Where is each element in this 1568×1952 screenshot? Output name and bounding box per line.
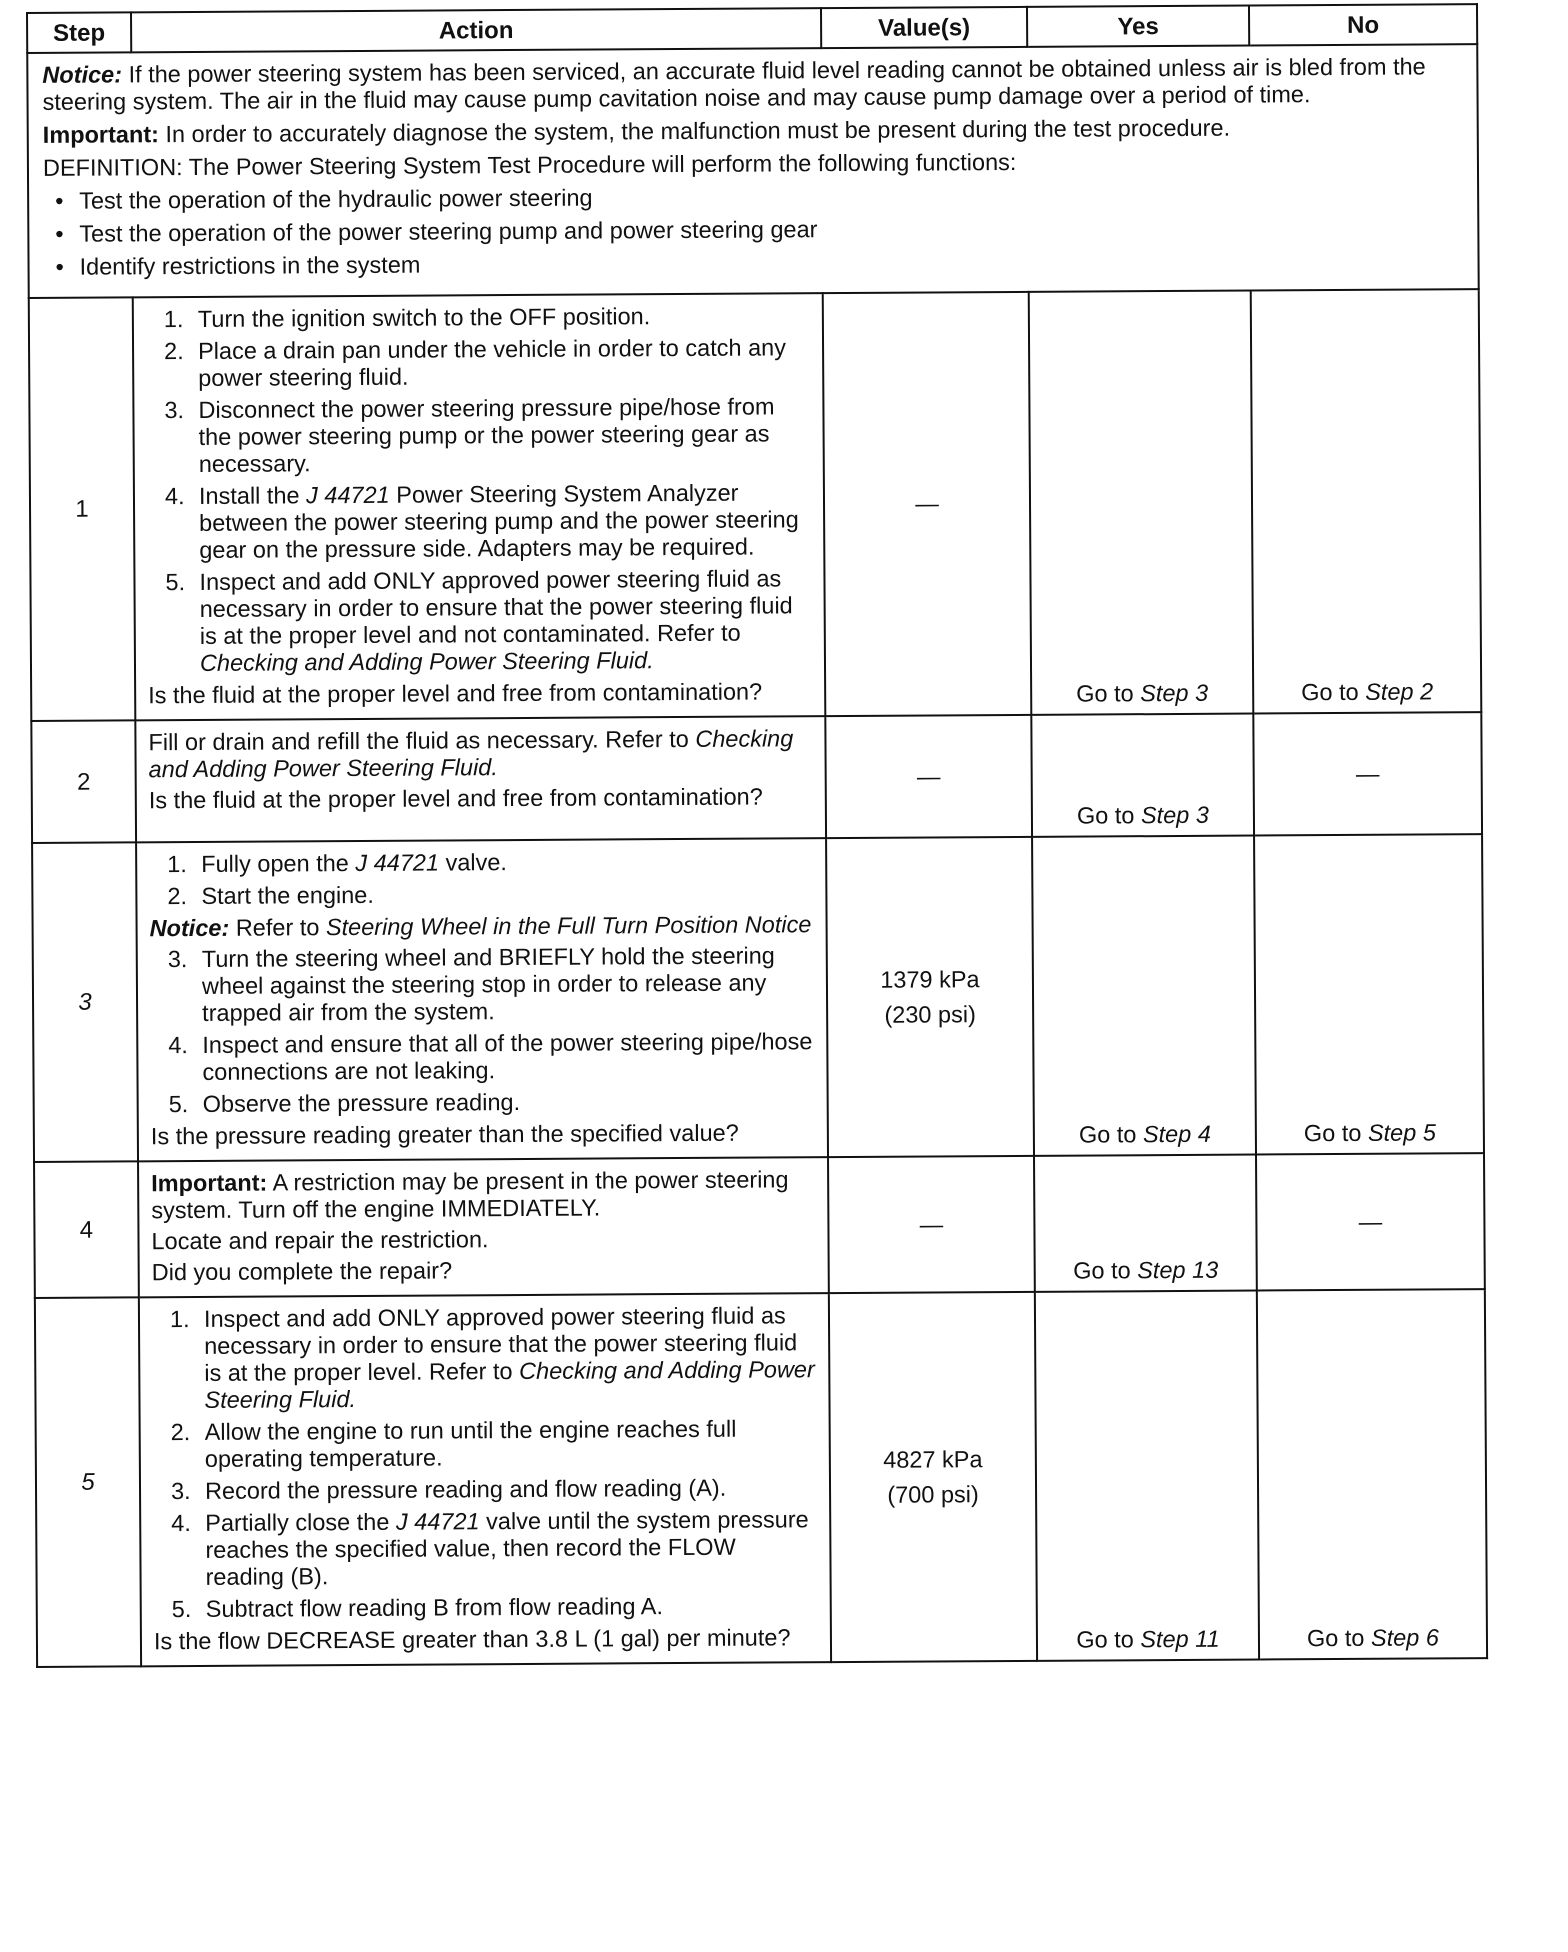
intro-bullet: • Identify restrictions in the system <box>43 245 1463 281</box>
intro-bullet: • Test the operation of the power steering pump and power steering gear <box>43 212 1463 248</box>
goto-link[interactable]: Go to Step 3 <box>1076 801 1209 829</box>
instruction: 2. Place a drain pan under the vehicle in order to catch any power steering fluid. <box>163 334 787 391</box>
step-question: Is the pressure reading greater than the specified value? <box>150 1119 739 1150</box>
step-no <box>1251 289 1482 713</box>
tool-ref: J 44721 <box>355 849 440 877</box>
intro-row <box>27 44 1478 298</box>
procedure-ref: Checking and Adding Power Steering Fluid. <box>204 1356 815 1413</box>
goto-link[interactable]: Go to Step 4 <box>1078 1120 1211 1148</box>
important-text: In order to accurately diagnose the system, the malfunction must be present during the test procedure. <box>158 114 1231 148</box>
instruction: 2. Start the engine. <box>167 881 374 910</box>
header-step: Step <box>27 12 131 53</box>
step-instructions <box>152 1302 820 1623</box>
step-yes <box>1031 714 1254 837</box>
step-question: Is the fluid at the proper level and free from contamination? <box>148 678 763 709</box>
instruction: 1. Fully open the J 44721 valve. <box>167 849 507 878</box>
intro-bullets <box>43 179 1464 281</box>
tool-ref: J 44721 <box>306 481 390 509</box>
step-row-1 <box>29 289 1482 721</box>
procedure-ref: Steering Wheel in the Full Turn Position Notice <box>325 911 812 941</box>
step-yes <box>1035 1291 1259 1661</box>
instruction: 3. Disconnect the power steering pressure pipe/hose from the power steering pump or the power steering gear as necessary. <box>164 393 775 477</box>
instruction: 5. Subtract flow reading B from flow reading A. <box>171 1593 664 1623</box>
step-action <box>136 838 828 1161</box>
step-number: 3 <box>32 842 138 1162</box>
step-instructions <box>150 942 817 1118</box>
instruction: 4. Inspect and ensure that all of the power steering pipe/hose connections are not leaking. <box>168 1028 813 1085</box>
goto-link[interactable]: Go to Step 5 <box>1303 1119 1436 1147</box>
step-value <box>826 837 1034 1157</box>
step-question: Is the flow DECREASE greater than 3.8 L (1 gal) per minute? <box>153 1624 791 1655</box>
instruction: 1. Inspect and add ONLY approved power steering fluid as necessary in order to ensure that the power steering fluid is at the proper level. Refer to Checking and Adding Power Steering Fluid. <box>169 1302 815 1413</box>
header-values: Value(s) <box>821 7 1027 48</box>
step-question: Did you complete the repair? <box>151 1257 453 1286</box>
goto-link[interactable]: Go to Step 6 <box>1306 1624 1440 1652</box>
step-question: Is the fluid at the proper level and free from contamination? <box>148 783 763 814</box>
header-action: Action <box>131 8 821 52</box>
step-value: — <box>823 292 1032 716</box>
goto-link[interactable]: Go to Step 3 <box>1076 679 1209 707</box>
instruction: 4. Install the J 44721 Power Steering System Analyzer between the power steering pump and the power steering gear on the pressure side. Adapters may be required. <box>164 479 799 563</box>
step-row-4 <box>34 1153 1485 1298</box>
step-action <box>138 1157 829 1297</box>
procedure-ref: Checking and Adding Power Steering Fluid. <box>199 647 654 676</box>
instruction: 4. Partially close the J 44721 valve until the system pressure reaches the specified value, then record the FLOW reading (B). <box>171 1506 809 1590</box>
step-row-3 <box>32 834 1484 1162</box>
step-action <box>135 716 826 842</box>
step-text: Locate and repair the restriction. <box>151 1226 489 1255</box>
instruction: 5. Observe the pressure reading. <box>168 1089 521 1118</box>
intro-notice <box>42 53 1462 116</box>
intro-important <box>43 113 1463 149</box>
intro-cell <box>27 44 1478 298</box>
goto-link[interactable]: Go to Step 13 <box>1073 1256 1219 1284</box>
notice-text: If the power steering system has been serviced, an accurate fluid level reading cannot be obtained unless air is bled from the steering system. The air in the fluid may cause pump cavitation noise and may cause pump damage over a period of time. <box>42 53 1426 115</box>
diagnostic-table <box>26 3 1488 1668</box>
intro-definition: DEFINITION: The Power Steering System Test Procedure will perform the following functions: <box>42 148 1017 181</box>
step-instructions <box>149 847 815 910</box>
step-action <box>133 293 826 720</box>
procedure-ref: Checking and Adding Power Steering Fluid. <box>148 725 794 783</box>
step-no <box>1257 1289 1487 1659</box>
important-label: Important: <box>42 121 160 148</box>
step-row-5 <box>35 1289 1487 1667</box>
intro-bullet: • Test the operation of the hydraulic power steering <box>43 179 1463 215</box>
header-no: No <box>1249 4 1477 45</box>
goto-link[interactable]: Go to Step 2 <box>1301 678 1434 706</box>
instruction: 2. Allow the engine to run until the engine reaches full operating temperature. <box>170 1415 737 1472</box>
step-number: 2 <box>31 720 136 843</box>
step-no: — <box>1253 712 1482 835</box>
step-value <box>829 1292 1037 1662</box>
step-yes <box>1029 291 1254 715</box>
step-instructions <box>146 302 814 677</box>
step-yes <box>1034 1155 1257 1292</box>
step-number: 5 <box>35 1297 141 1667</box>
instruction: 3. Turn the steering wheel and BRIEFLY hold the steering wheel against the steering stop in order to release any trapped air from the system. <box>167 942 775 1026</box>
step-number: 1 <box>29 297 136 721</box>
notice-label: Notice: <box>42 61 123 88</box>
step-no <box>1254 834 1484 1154</box>
step-notice: Notice: Refer to Steering Wheel in the Full Turn Position Notice <box>149 911 812 942</box>
goto-link[interactable]: Go to Step 11 <box>1076 1625 1220 1653</box>
tool-ref: J 44721 <box>395 1508 480 1535</box>
step-important: Important: A restriction may be present in the power steering system. Turn off the engine IMMEDIATELY. <box>151 1166 789 1224</box>
step-text: Fill or drain and refill the fluid as necessary. Refer to Checking and Adding Power Steering Fluid. <box>148 725 794 783</box>
step-row-2 <box>31 712 1482 843</box>
header-yes: Yes <box>1027 6 1249 47</box>
value-kpa: 1379 kPa <box>880 965 980 993</box>
value-psi: (700 psi) <box>887 1480 979 1508</box>
step-no: — <box>1256 1153 1485 1290</box>
step-value: — <box>828 1156 1035 1293</box>
step-action <box>139 1293 831 1666</box>
value-kpa: 4827 kPa <box>883 1445 983 1473</box>
step-number: 4 <box>34 1161 139 1298</box>
step-value: — <box>825 715 1032 838</box>
value-psi: (230 psi) <box>884 1000 976 1028</box>
instruction: 3. Record the pressure reading and flow reading (A). <box>170 1474 727 1505</box>
step-yes <box>1032 836 1256 1156</box>
instruction: 1. Turn the ignition switch to the OFF position. <box>163 303 651 333</box>
instruction: 5. Inspect and add ONLY approved power steering fluid as necessary in order to ensure that the power steering fluid is at the proper level and not contaminated. Refer to Checking and Adding Power Steering Fluid. <box>165 565 793 676</box>
